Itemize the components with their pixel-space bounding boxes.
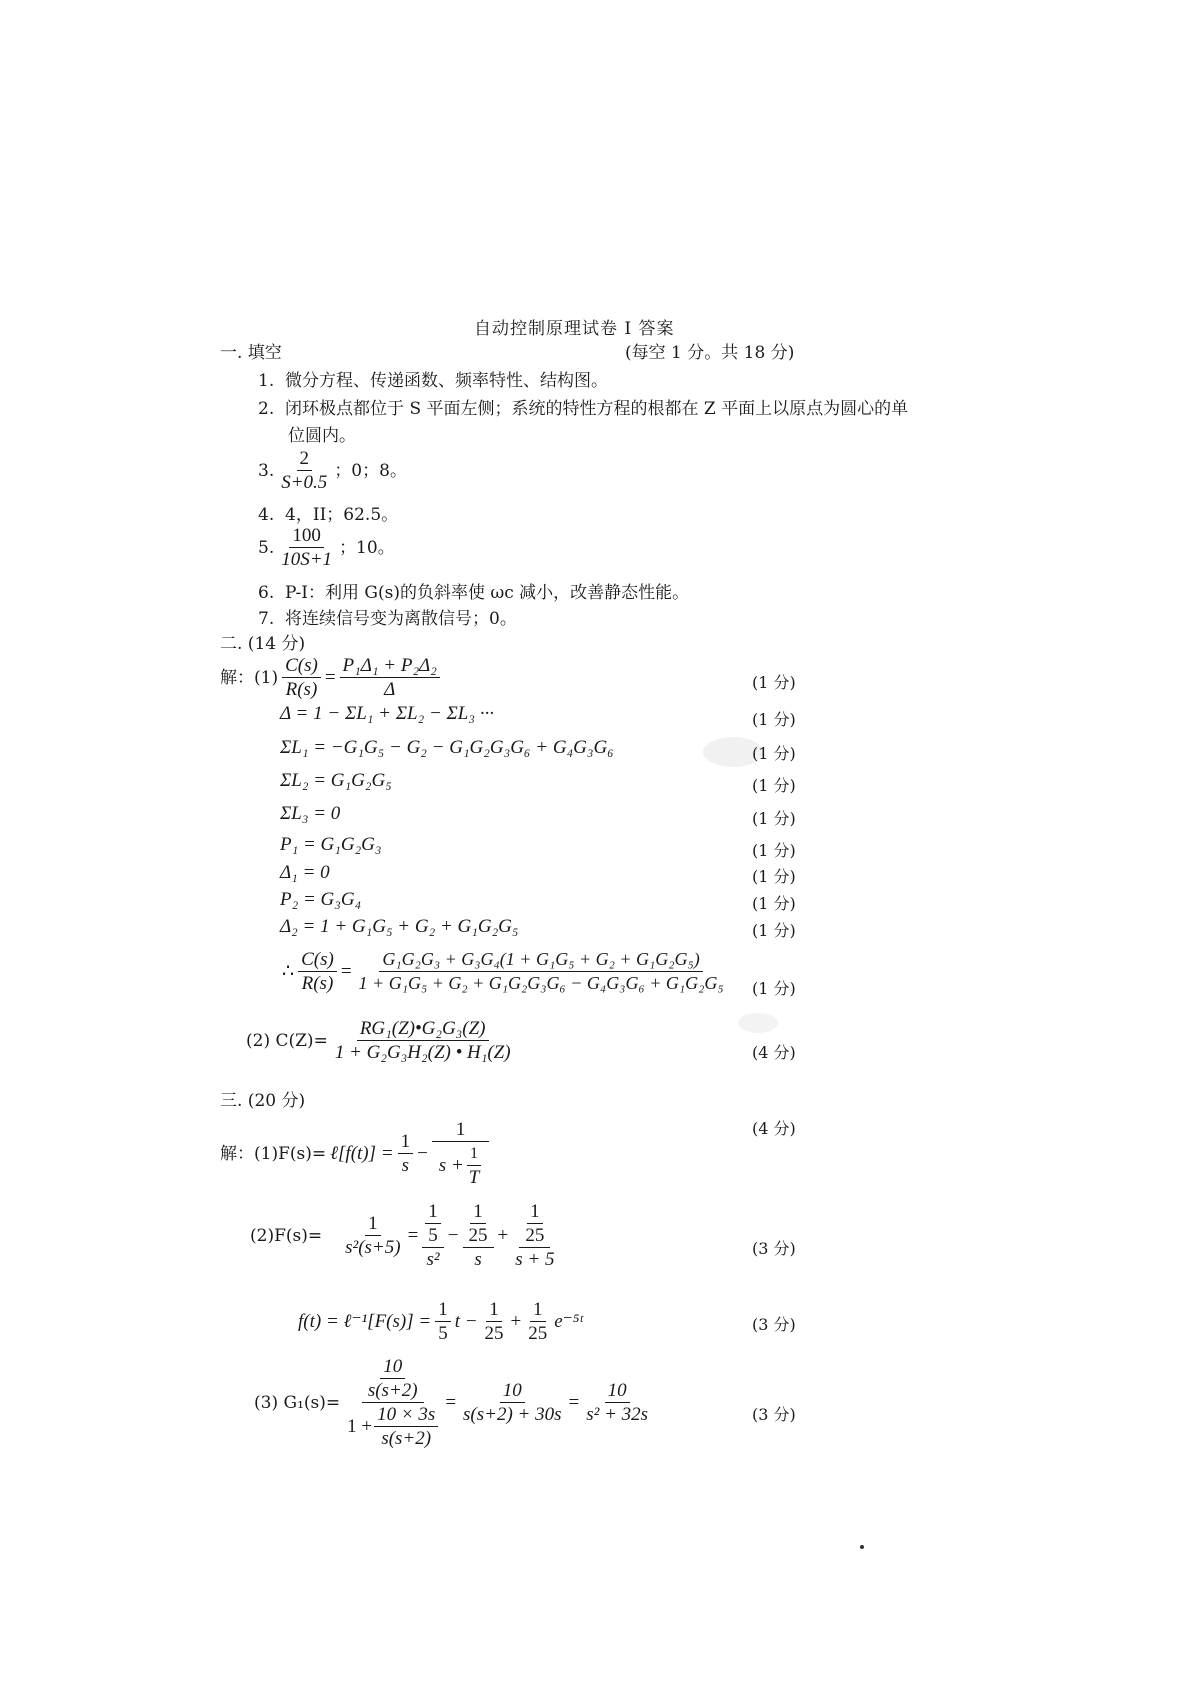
fraction: $\frac{\text{P₁Δ₁ + P₂Δ₂}}{\Delta}$ xyxy=(340,654,440,701)
fraction: $\frac{1}{25}$ xyxy=(468,1201,488,1246)
score-mark: (1 分) xyxy=(752,776,796,795)
fraction: $\frac{10}{\text{s² + 32s}}$ xyxy=(586,1380,649,1425)
section3-heading: 三. (20 分) xyxy=(220,1091,306,1111)
fraction: $\frac{\frac{1}{25}}{s}$ xyxy=(463,1200,494,1271)
equation: Δ₁ = 0 xyxy=(280,862,330,883)
score-mark: (4 分) xyxy=(752,1119,796,1138)
score-mark: (4 分) xyxy=(752,1043,796,1062)
fraction: $\frac{1}{25}$ xyxy=(484,1299,504,1344)
score-mark: (1 分) xyxy=(752,894,796,913)
score-mark: (1 分) xyxy=(752,841,796,860)
section1-heading: 一. 填空 xyxy=(220,343,282,363)
fraction: $\frac{100}{10S+1}$ xyxy=(281,525,333,570)
equation: ΣL₁ = −G₁G₅ − G₂ − G₁G₂G₃G₆ + G₄G₃G₆ xyxy=(280,737,614,758)
score-mark: (3 分) xyxy=(752,1239,796,1258)
score-mark: (1 分) xyxy=(752,673,796,692)
answer-2-cont: 位圆内。 xyxy=(288,426,356,446)
answer-6: 6. P-I：利用 G(s)的负斜率使 ωc 减小，改善静态性能。 xyxy=(258,583,690,603)
equation: ΣL₂ = G₁G₂G₅ xyxy=(280,770,392,791)
equation: Δ = 1 − ΣL₁ + ΣL₂ − ΣL₃ ··· xyxy=(280,703,494,724)
equation: ΣL₃ = 0 xyxy=(280,803,341,824)
score-mark: (1 分) xyxy=(752,710,796,729)
fraction: $\frac{C(s)}{R(s)}$ xyxy=(282,654,321,701)
fraction: $\frac{1}{\text{s²(s+5)}}$ xyxy=(345,1213,401,1258)
final-transfer-function: ∴ $\frac{C(s)}{R(s)}$ = $\frac{\text{G₁G₂G₃ + G₃G₄(1 + G₁G₅ + G₂ + G₁G₂G₅)}}{\text{1 + G₁G₅ + G₂ + G₁G₂G₃G₆ − G₄G₃G₆ + G₁G₂G₅}}$ xyxy=(282,948,727,995)
answer-1: 1. 微分方程、传递函数、频率特性、结构图。 xyxy=(258,371,609,391)
fraction: $\frac{1}{25}$ xyxy=(525,1201,545,1246)
answer-2: 2. 闭环极点都位于 S 平面左侧；系统的特性方程的根都在 Z 平面上以原点为圆心的单 xyxy=(258,399,909,419)
equation: P₂ = G₃G₄ xyxy=(280,889,362,910)
page-title: 自动控制原理试卷 I 答案 xyxy=(474,319,675,339)
fraction: $\frac{\frac{1}{5}}{\text{s²}}$ xyxy=(422,1200,444,1271)
fraction: $\frac{10}{s(s+2)}$ xyxy=(367,1356,418,1401)
fraction: $\frac{1}{5}$ xyxy=(425,1200,441,1247)
fraction: $\frac{\frac{1}{25}}{s + 5}$ xyxy=(515,1201,555,1270)
fraction: $\frac{1}{T}$ xyxy=(466,1142,483,1189)
score-mark: (1 分) xyxy=(752,921,796,940)
solution-3-inverse: f(t) = ℓ⁻¹[F(s)] = $\frac{1}{5}$ t − $\frac{1}{25}$ + $\frac{1}{25}$ e⁻⁵ᵗ xyxy=(298,1299,583,1344)
score-mark: (3 分) xyxy=(752,1315,796,1334)
solution-3-part-2: (2)F(s)= $\frac{1}{\text{s²(s+5)}}$ = $\frac{\frac{1}{5}}{\text{s²}}$ − $\frac{\frac{1}{25}}{s}$ + $\frac{\frac{1}{25}}{s + 5}$ xyxy=(250,1200,557,1271)
scan-noise xyxy=(738,1013,778,1033)
solution-3-part-1: 解：(1)F(s)= ℓ[f(t)] = $\frac{1}{s}$ − 1 s + $\frac{1}{T}$ xyxy=(220,1118,489,1189)
score-mark: (1 分) xyxy=(752,809,796,828)
fraction: $\frac{1}{25}$ xyxy=(528,1299,548,1344)
answer-3: 3. $\frac{2}{S+0.5}$ ；0；8。 xyxy=(258,448,407,493)
score-mark: (1 分) xyxy=(752,867,796,886)
section1-score: (每空 1 分。共 18 分) xyxy=(625,343,795,363)
section2-heading: 二. (14 分) xyxy=(220,634,306,654)
fraction: $\frac{10}{s(s+2) + 30s}$ xyxy=(463,1380,562,1425)
score-mark: (1 分) xyxy=(752,744,796,763)
solution-2-line-1: 解：(1) $\frac{C(s)}{R(s)}$ = $\frac{\text{P₁Δ₁ + P₂Δ₂}}{\Delta}$ xyxy=(220,654,440,701)
score-mark: (1 分) xyxy=(752,979,796,998)
answer-7: 7. 将连续信号变为离散信号；0。 xyxy=(258,609,517,629)
fraction: 1 s + $\frac{1}{T}$ xyxy=(432,1118,490,1189)
answer-4: 4. 4，II；62.5。 xyxy=(258,505,399,525)
solution-2-part-2: (2) C(Z)= $\frac{\text{RG₁(Z)•G₂G₃(Z)}}{\text{1 + G₂G₃H₂(Z) • H₁(Z)}}$ xyxy=(246,1017,514,1064)
fraction: $\frac{10 \times 3s}{s(s+2)}$ xyxy=(374,1403,438,1450)
solution-3-part-3: (3) G₁(s)= $\frac{10}{s(s+2)}$ 1 + $\frac{10 \times 3s}{s(s+2)}$ = $\frac{10}{s(s+2) + 30s}$ = $\frac{10}{\text{s² + 32s}}$ xyxy=(254,1355,651,1450)
fraction: $\frac{1}{s}$ xyxy=(398,1130,414,1177)
score-mark: (3 分) xyxy=(752,1405,796,1424)
fraction: $\frac{\text{G₁G₂G₃ + G₃G₄(1 + G₁G₅ + G₂ + G₁G₂G₅)}}{\text{1 + G₁G₅ + G₂ + G₁G₂G₃G₆ − G₄G₃G₆ + G₁G₂G₅}}$ xyxy=(358,949,724,993)
fraction: $\frac{1}{5}$ xyxy=(435,1298,451,1345)
scan-noise xyxy=(860,1545,864,1549)
fraction: $\frac{2}{S+0.5}$ xyxy=(281,448,328,493)
fraction: $\frac{10}{s(s+2)}$ 1 + $\frac{10 \times 3s}{s(s+2)}$ xyxy=(344,1355,441,1450)
equation: Δ₂ = 1 + G₁G₅ + G₂ + G₁G₂G₅ xyxy=(280,916,519,937)
equation: P₁ = G₁G₂G₃ xyxy=(280,834,382,855)
fraction: $\frac{\text{RG₁(Z)•G₂G₃(Z)}}{\text{1 + G₂G₃H₂(Z) • H₁(Z)}}$ xyxy=(334,1018,511,1063)
fraction: $\frac{C(s)}{R(s)}$ xyxy=(298,948,337,995)
answer-5: 5. $\frac{100}{10S+1}$ ；10。 xyxy=(258,525,395,570)
